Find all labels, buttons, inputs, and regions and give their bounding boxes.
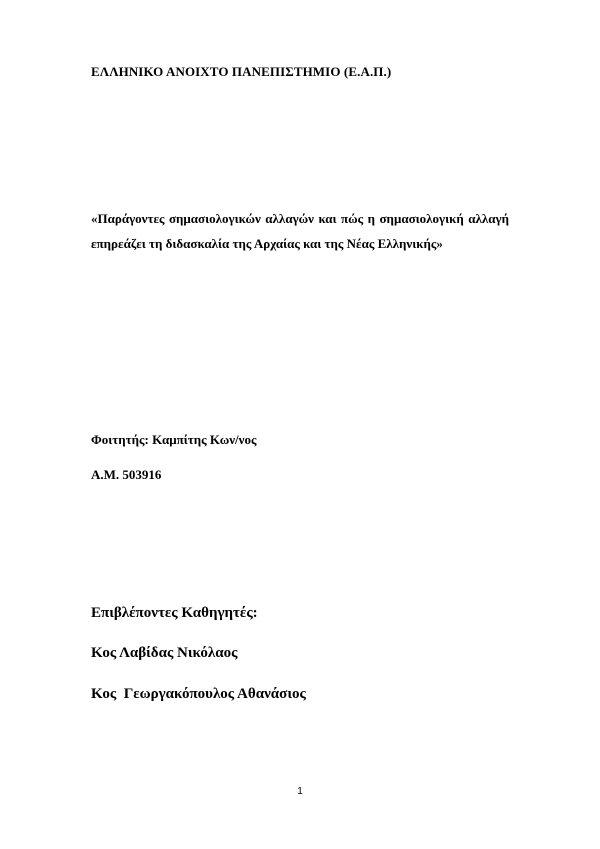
thesis-title: «Παράγοντες σημασιολογικών αλλαγών και πώς η σημασιολογική αλλαγή επηρεάζει τη διδασκαλία της Αρχαίας και της Νέας Ελληνικής» [91,211,509,251]
student-name: Φοιτητής: Καμπίτης Κων/νος [91,432,257,447]
supervisors-heading: Επιβλέποντες Καθηγητές: [91,605,258,621]
page-number: 1 [297,786,303,797]
supervisor-name: Κος Λαβίδας Νικόλαος [91,645,238,661]
university-name: ΕΛΛΗΝΙΚΟ ΑΝΟΙΧΤΟ ΠΑΝΕΠΙΣΤΗΜΙΟ (Ε.Α.Π.) [91,64,392,79]
registration-number: Α.Μ. 503916 [91,467,162,482]
supervisor-name: Κος Γεωργακόπουλος Αθανάσιος [91,686,306,702]
